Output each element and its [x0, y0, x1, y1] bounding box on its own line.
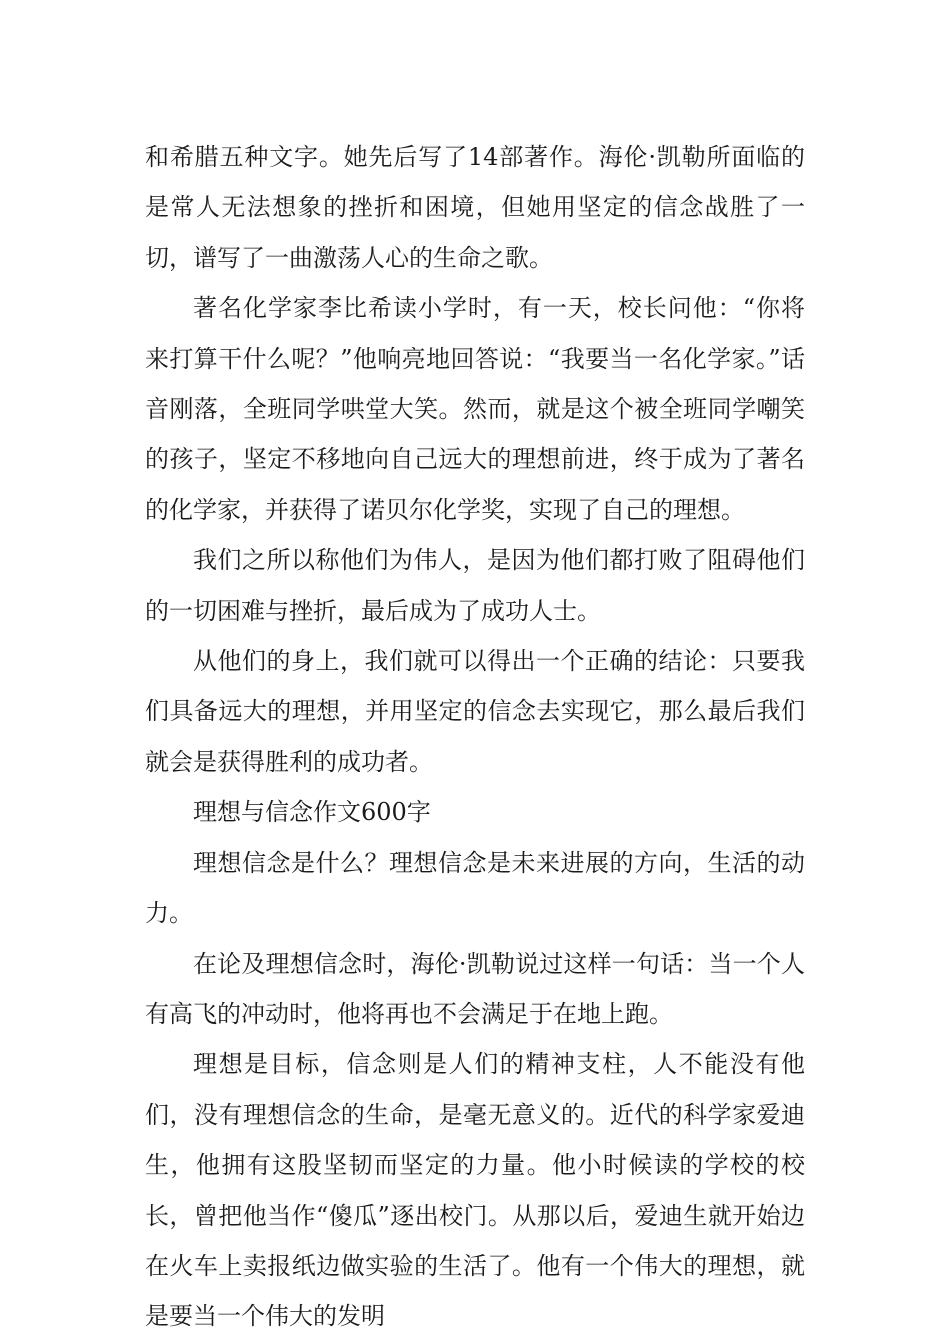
paragraph-continued: 和希腊五种文字。她先后写了14部著作。海伦·凯勒所面临的是常人无法想象的挫折和困境，但她用坚定的信念战胜了一切，谱写了一曲激荡人心的生命之歌。: [145, 143, 805, 272]
paragraph-what-is-ideal: 理想信念是什么？理想信念是未来进展的方向，生活的动力。: [145, 848, 805, 928]
document-body: [145, 132, 805, 1342]
paragraph-great-people: 我们之所以称他们为伟人，是因为他们都打败了阻碍他们的一切困难与挫折，最后成为了成功人士。: [145, 546, 805, 625]
paragraph-helen-keller-quote: 在论及理想信念时，海伦·凯勒说过这样一句话：当一个人有高飞的冲动时，他将再也不会满足于在地上跑。: [145, 949, 805, 1028]
paragraph-edison: 理想是目标，信念则是人们的精神支柱，人不能没有他们，没有理想信念的生命，是毫无意义的。近代的科学家爱迪生，他拥有这股坚韧而坚定的力量。他小时候读的学校的校长，曾把他当作“傻瓜”逐出校门。从那以后，爱迪生就开始边在火车上卖报纸边做实验的生活了。他有一个伟大的理想，就是要当一个伟大的发明: [145, 1050, 805, 1331]
paragraph-liebig: 著名化学家李比希读小学时，有一天，校长问他：“你将来打算干什么呢？”他响亮地回答说：“我要当一名化学家。”话音刚落，全班同学哄堂大笑。然而，就是这个被全班同学嘲笑的孩子，坚定不移地向自己远大的理想前进，终于成为了著名的化学家，并获得了诺贝尔化学奖，实现了自己的理想。: [145, 294, 805, 524]
section-title: 理想与信念作文600字: [193, 798, 431, 827]
paragraph-conclusion: 从他们的身上，我们就可以得出一个正确的结论：只要我们具备远大的理想，并用坚定的信念去实现它，那么最后我们就会是获得胜利的成功者。: [145, 647, 805, 776]
